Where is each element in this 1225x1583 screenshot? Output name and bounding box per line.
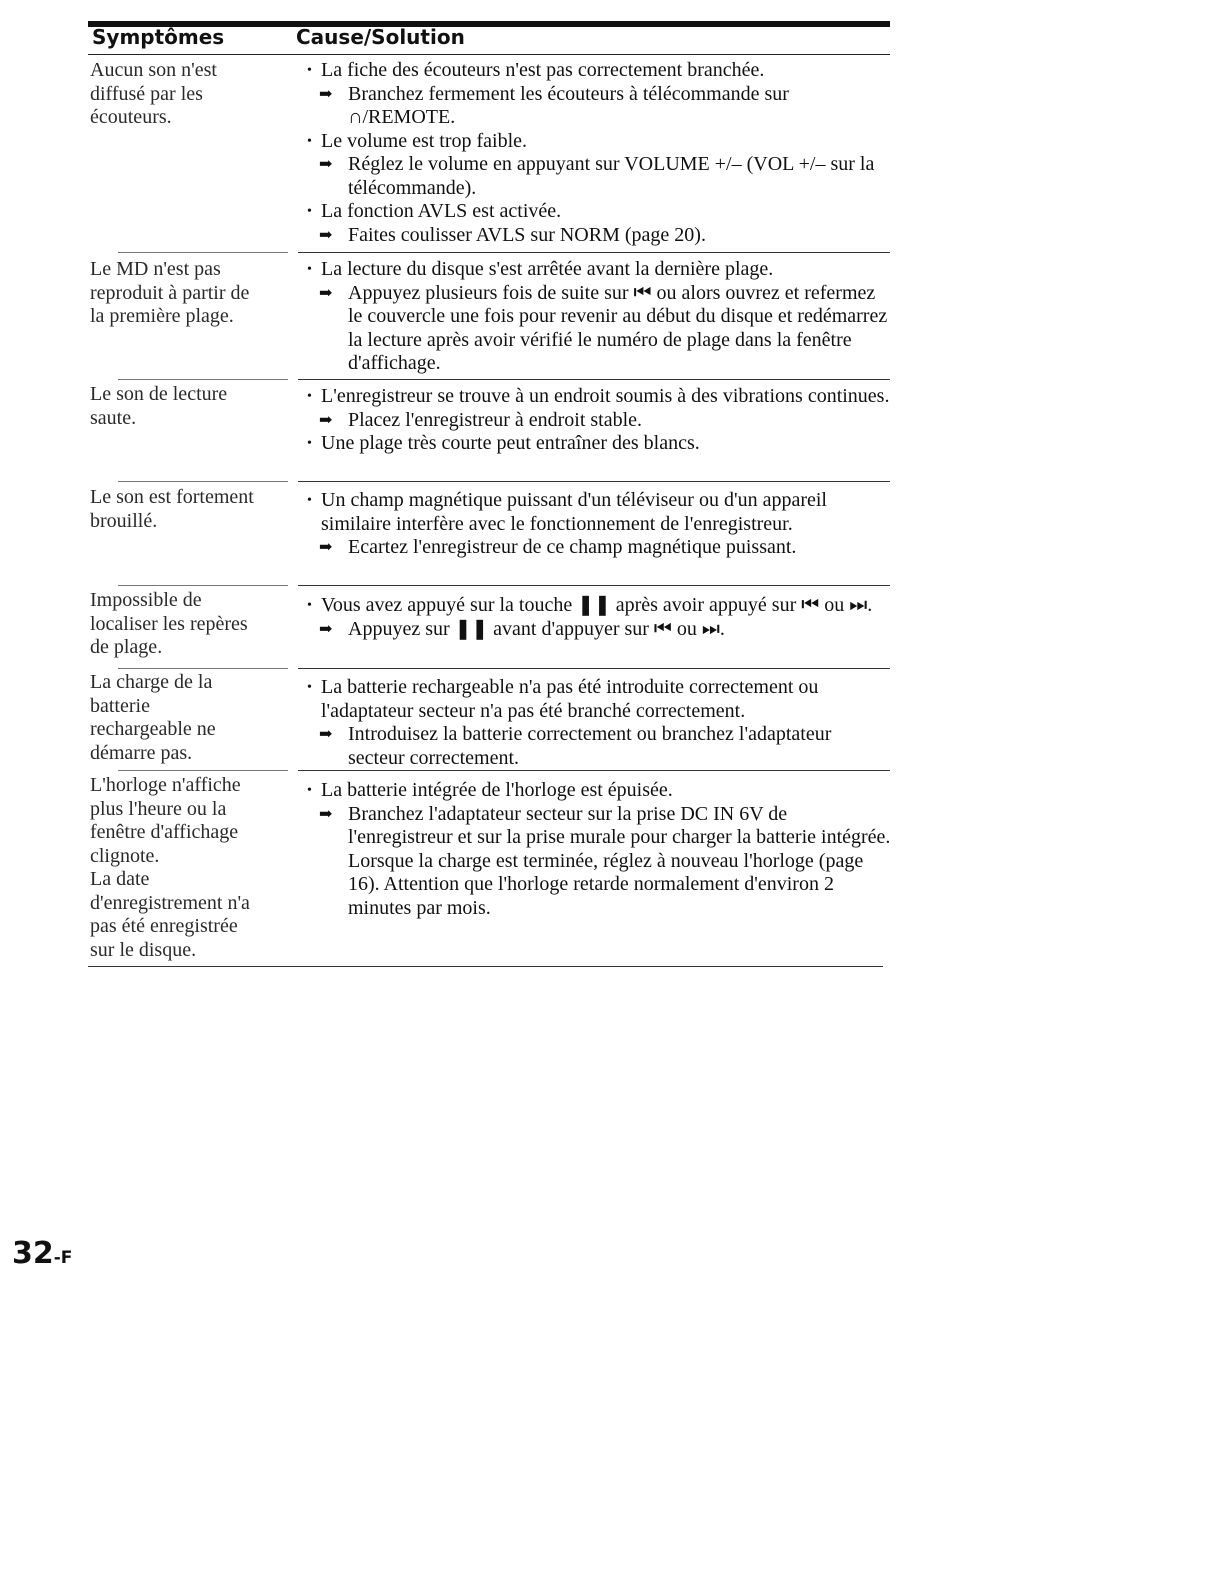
bullet-icon: • — [307, 598, 312, 613]
row-separator — [298, 668, 890, 669]
symptom-text: Impossible de localiser les repères de plage. — [90, 589, 248, 658]
cause-item — [307, 130, 892, 154]
solution-block — [307, 676, 892, 770]
cause-item — [307, 385, 892, 409]
solution-block — [307, 489, 892, 560]
bullet-icon: • — [307, 63, 312, 78]
symptom-separator — [118, 252, 288, 253]
arrow-icon: ➡ — [319, 156, 333, 173]
solution-text: Appuyez plusieurs fois de suite sur ⏮ ou alors ouvrez et refermez le couvercle une fois pour revenir au début du disque et redémarrez la lecture après avoir vérifié le numéro de plage dans la fenêtre d'affichage. — [348, 281, 888, 374]
arrow-icon: ➡ — [319, 85, 333, 103]
bullet-icon: • — [307, 436, 312, 451]
arrow-icon: ➡ — [319, 620, 333, 638]
solution-item — [307, 536, 892, 560]
bullet-icon: • — [307, 262, 312, 277]
cause-item — [307, 594, 892, 618]
symptom-text: Le son de lecture saute. — [90, 383, 228, 429]
solution-block — [307, 59, 892, 247]
cause-text: Le volume est trop faible. — [321, 129, 528, 152]
solution-block — [307, 258, 892, 376]
solution-text: Introduisez la batterie correctement ou branchez l'adaptateur secteur correctement. — [348, 723, 832, 769]
solution-item — [307, 153, 892, 200]
solution-item — [307, 224, 892, 248]
solution-text: Branchez fermement les écouteurs à télécommande sur ∩/REMOTE. — [348, 82, 789, 128]
header-rule — [88, 54, 890, 55]
cause-item — [307, 200, 892, 224]
cause-text: Une plage très courte peut entraîner des blancs. — [321, 432, 700, 454]
symptom-separator — [118, 770, 288, 771]
cause-item — [307, 489, 892, 536]
cause-text: Vous avez appuyé sur la touche ❚❚ après avoir appuyé sur ⏮ ou ⏭. — [321, 594, 873, 616]
page-number-value: 32 — [12, 1236, 54, 1271]
symptoms-heading: Symptômes — [92, 25, 225, 49]
arrow-icon: ➡ — [319, 226, 333, 244]
symptom-text: L'horloge n'affiche plus l'heure ou la fenêtre d'affichage clignote. La date d'enregistrement n'a pas été enregistrée sur le disque. — [90, 774, 250, 961]
solution-text: Branchez l'adaptateur secteur sur la prise DC IN 6V de l'enregistreur et sur la prise murale pour charger la batterie intégrée. Lorsque la charge est terminée, réglez à nouveau l'horloge (page 16). Attention que l'horloge retarde normalement d'environ 2 minutes par mois. — [348, 802, 891, 919]
arrow-icon: ➡ — [319, 284, 333, 302]
cause-text: La batterie rechargeable n'a pas été introduite correctement ou l'adaptateur secteur n'a pas été branché correctement. — [321, 676, 819, 722]
cause-text: La batterie intégrée de l'horloge est épuisée. — [321, 779, 673, 801]
symptom-text: Le MD n'est pas reproduit à partir de la première plage. — [90, 258, 250, 327]
solution-item — [307, 803, 892, 921]
solution-text: Faites coulisser AVLS sur NORM (page 20). — [348, 223, 706, 246]
solution-text: Ecartez l'enregistreur de ce champ magnétique puissant. — [348, 536, 797, 558]
bullet-icon: • — [307, 783, 312, 798]
arrow-icon: ➡ — [319, 411, 333, 429]
solution-item — [307, 723, 892, 770]
cause-text: La fiche des écouteurs n'est pas correctement branchée. — [321, 59, 765, 81]
cause-item — [307, 779, 892, 803]
solution-text: Appuyez sur ❚❚ avant d'appuyer sur ⏮ ou ⏭. — [348, 617, 725, 640]
bullet-icon: • — [307, 133, 312, 149]
bullet-icon: • — [307, 389, 312, 404]
symptom-text: Le son est fortement brouillé. — [90, 486, 254, 532]
page-number — [12, 1236, 72, 1271]
arrow-icon: ➡ — [319, 726, 333, 743]
table-bottom-rule — [88, 966, 883, 967]
cause-item — [307, 432, 892, 456]
bullet-icon: • — [307, 204, 312, 219]
arrow-icon: ➡ — [319, 805, 333, 823]
cause-solution-heading: Cause/Solution — [296, 25, 465, 49]
cause-text: L'enregistreur se trouve à un endroit soumis à des vibrations continues. — [321, 385, 890, 407]
symptom-separator — [118, 379, 288, 380]
solution-block — [307, 779, 892, 920]
solution-block — [307, 385, 892, 456]
solution-text: Placez l'enregistreur à endroit stable. — [348, 408, 643, 431]
cause-text: La lecture du disque s'est arrêtée avant la dernière plage. — [321, 258, 774, 280]
cause-item — [307, 676, 892, 723]
row-separator — [298, 481, 890, 482]
solution-item — [307, 409, 892, 433]
solution-item — [307, 618, 892, 642]
solution-block — [307, 594, 892, 641]
row-separator — [298, 252, 890, 253]
symptom-separator — [118, 585, 288, 586]
bullet-icon: • — [307, 493, 312, 508]
solution-item — [307, 282, 892, 376]
cause-item — [307, 258, 892, 282]
row-separator — [298, 379, 890, 380]
row-separator — [298, 585, 890, 586]
bullet-icon: • — [307, 680, 312, 695]
page-number-suffix: -F — [53, 1248, 73, 1268]
arrow-icon: ➡ — [319, 539, 333, 556]
symptom-separator — [118, 668, 288, 669]
solution-text: Réglez le volume en appuyant sur VOLUME +/– (VOL +/– sur la télécommande). — [348, 153, 875, 199]
cause-item — [307, 59, 892, 83]
symptom-text: Aucun son n'est diffusé par les écouteurs. — [90, 59, 217, 128]
cause-text: Un champ magnétique puissant d'un téléviseur ou d'un appareil similaire interfère avec le fonctionnement de l'enregistreur. — [321, 489, 827, 535]
cause-text: La fonction AVLS est activée. — [321, 200, 562, 222]
solution-item — [307, 83, 892, 130]
symptom-separator — [118, 481, 288, 482]
symptom-text: La charge de la batterie rechargeable ne démarre pas. — [90, 671, 216, 764]
row-separator — [298, 770, 890, 771]
